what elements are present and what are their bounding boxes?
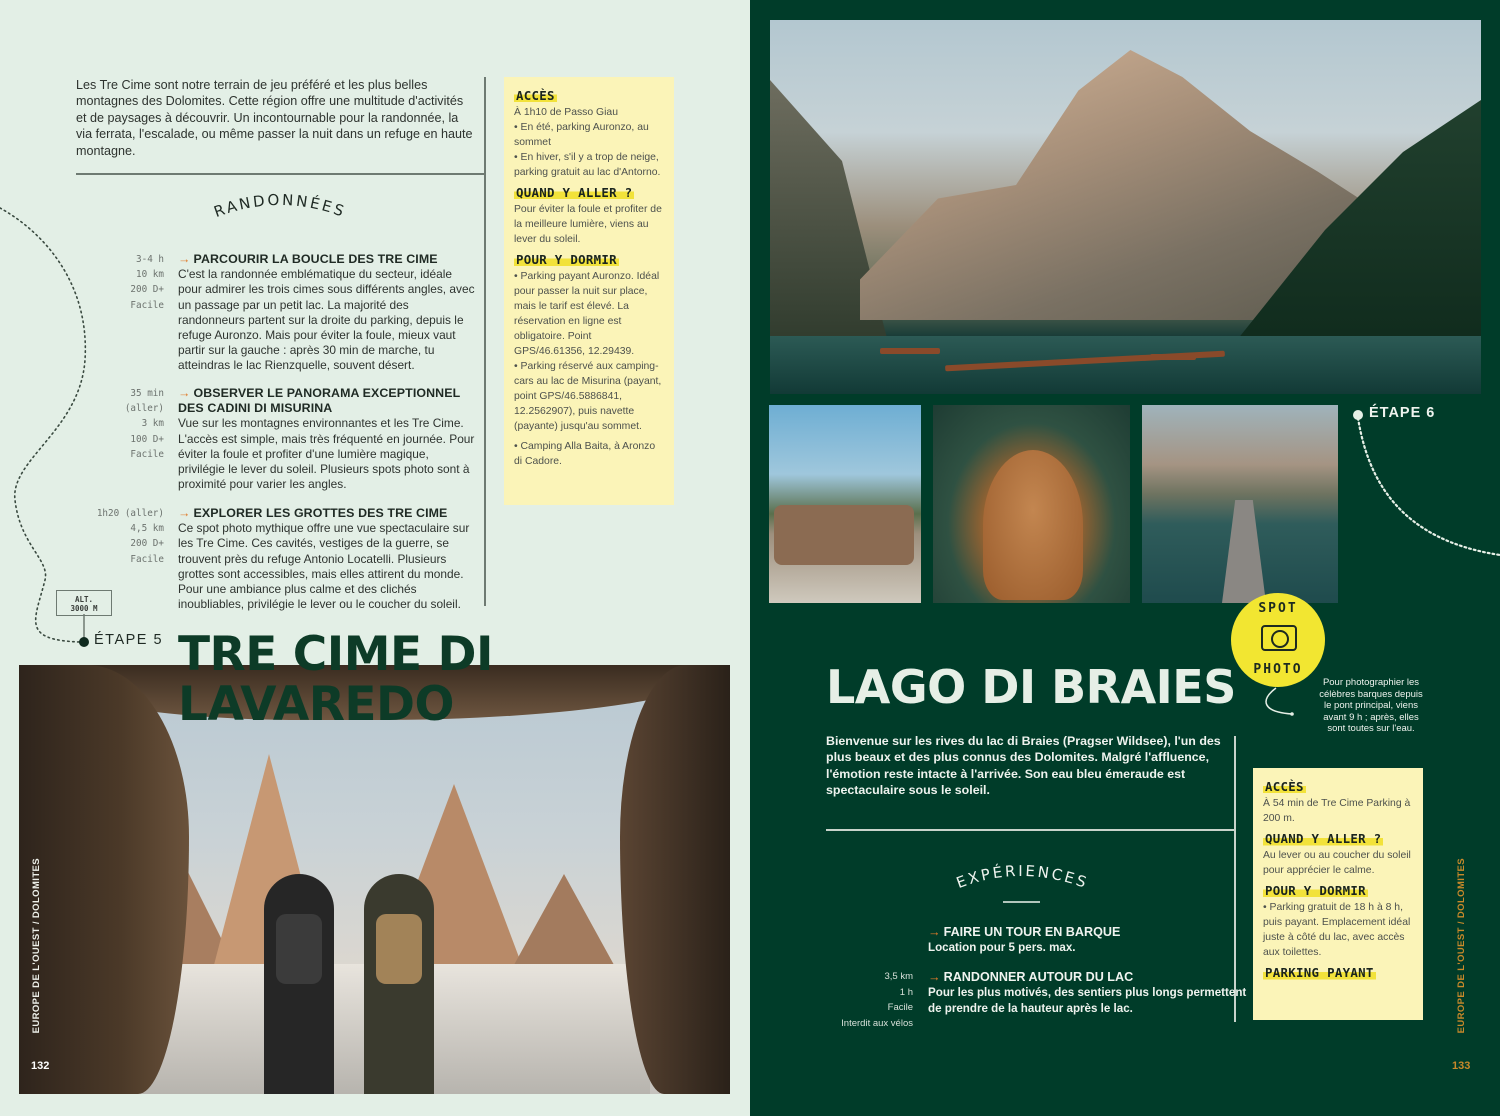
hike-difficulty: Facile bbox=[130, 448, 164, 460]
experience-meta bbox=[830, 969, 913, 1031]
spot-photo-badge bbox=[1231, 593, 1325, 687]
intro-paragraph: Les Tre Cime sont notre terrain de jeu préféré et les plus belles montagnes des Dolomites. Cette région offre une multitude d'activités et de paysages à découvrir. Un incontournable pour la randonnée, la via ferrata, l'escalade, ou même passer la nuit dans un refuge en haute montagne. bbox=[76, 78, 473, 158]
info-box bbox=[1253, 768, 1423, 1020]
info-dormir-text: • Parking gratuit de 18 h à 8 h, puis payant. Emplacement idéal juste à côté du lac, avec accès aux toilettes. bbox=[1263, 902, 1411, 958]
hike-title: EXPLORER LES GROTTES DES TRE CIME bbox=[193, 506, 448, 520]
hike-meta bbox=[88, 386, 164, 462]
hike-duration: 3-4 h bbox=[136, 254, 164, 265]
experience-description: Location pour 5 pers. max. bbox=[928, 941, 1076, 954]
intro-paragraph: Bienvenue sur les rives du lac di Braies (Pragser Wildsee), l'un des plus beaux et des plus connus des Dolomites. Malgré l'affluence, l'émotion reste intacte à l'arrivée. Son eau bleu émeraude est spectaculaire sous le soleil. bbox=[826, 734, 1221, 797]
experience-description: Pour les plus motivés, des sentiers plus longs permettent de prendre de la hauteur après le lac. bbox=[928, 986, 1247, 1015]
altitude-line: ALT. bbox=[74, 595, 94, 604]
hike-elevation: 200 D+ bbox=[130, 538, 164, 550]
photo-campervan bbox=[769, 405, 921, 603]
page-number: 132 bbox=[31, 1060, 50, 1072]
arrow-right-icon: → bbox=[928, 925, 941, 939]
badge-text: SPOT bbox=[1258, 601, 1298, 616]
altitude-label bbox=[56, 590, 112, 616]
hike-difficulty: Facile bbox=[130, 299, 164, 311]
info-heading-acces: ACCÈS bbox=[516, 88, 555, 103]
info-box bbox=[504, 77, 674, 505]
experience-difficulty: Facile bbox=[887, 1002, 913, 1013]
info-acces-text: À 54 min de Tre Cime Parking à 200 m. bbox=[1263, 798, 1411, 824]
hike-title: OBSERVER LE PANORAMA EXCEPTIONNEL DES CADINI DI MISURINA bbox=[178, 386, 461, 416]
altitude-value: 3000 M bbox=[70, 604, 98, 613]
info-line: • Camping Alla Baita, à Aronzo di Cadore. bbox=[514, 441, 656, 467]
info-line: • Parking payant Auronzo. Idéal pour passer la nuit sur place, mais le tarif est élevé. La réservation en ligne est obligatoire. Point GPS/46.61356, 12.29439. bbox=[514, 271, 660, 357]
badge-text: PHOTO bbox=[1253, 662, 1303, 677]
info-line: • En hiver, s'il y a trop de neige, parking gratuit au lac d'Antorno. bbox=[514, 152, 661, 178]
hike-distance: 3 km bbox=[141, 418, 164, 430]
hike-distance: 10 km bbox=[136, 269, 164, 281]
hiker-figure bbox=[264, 874, 334, 1094]
info-heading-acces: ACCÈS bbox=[1265, 779, 1304, 794]
experience-distance: 3,5 km bbox=[884, 971, 913, 982]
info-heading-dormir: POUR Y DORMIR bbox=[516, 252, 617, 267]
info-acces-text bbox=[514, 105, 664, 180]
info-quand-text: Pour éviter la foule et profiter de la meilleure lumière, viens au lever du soleil. bbox=[514, 204, 662, 245]
hike-difficulty: Facile bbox=[130, 553, 164, 565]
info-heading-quand: QUAND Y ALLER ? bbox=[516, 185, 633, 200]
divider bbox=[826, 829, 1236, 831]
experience-title: FAIRE UN TOUR EN BARQUE bbox=[943, 925, 1121, 939]
arrow-right-icon: → bbox=[178, 506, 191, 520]
arrow-right-icon: → bbox=[178, 252, 191, 266]
hike-title: PARCOURIR LA BOUCLE DES TRE CIME bbox=[193, 252, 438, 266]
hiker-figure bbox=[364, 874, 434, 1094]
page-number: 133 bbox=[1452, 1060, 1471, 1072]
info-heading-parking: PARKING PAYANT bbox=[1265, 965, 1374, 980]
page-right bbox=[750, 0, 1500, 1116]
hike-description: Ce spot photo mythique offre une vue spectaculaire sur les Tre Cime. Ces cavités, vestiges de la guerre, se trouvent près du refuge Antonio Locatelli. Plusieurs grottes sont accessibles, mais elles attirent du monde. Pour une ambiance plus calme et des clichés inoubliables, privilégie le lever ou le coucher du soleil. bbox=[178, 521, 470, 612]
hike-duration: 35 min (aller) bbox=[124, 388, 164, 415]
camera-icon bbox=[1261, 625, 1297, 651]
divider bbox=[76, 173, 486, 175]
hike-meta bbox=[96, 252, 164, 313]
etape-label: ÉTAPE 5 bbox=[94, 632, 164, 648]
photo-boats-dock bbox=[1142, 405, 1338, 603]
svg-text:RANDONNÉES: RANDONNÉES bbox=[211, 190, 349, 221]
spine-label: EUROPE DE L'OUEST / DOLOMITES bbox=[31, 858, 42, 1034]
hike-description: Vue sur les montagnes environnantes et les Tre Cime. L'accès est simple, mais très fréquenté en journée. Pour éviter la foule et profiter d'une lumière magique, privilégie le lever du soleil. Plusieurs spots photo sont à proximité pour varier les angles. bbox=[178, 416, 475, 492]
photo-lago-di-braies bbox=[770, 20, 1481, 394]
page-title bbox=[178, 627, 493, 732]
info-heading-dormir: POUR Y DORMIR bbox=[1265, 883, 1366, 898]
info-heading-quand: QUAND Y ALLER ? bbox=[1265, 831, 1382, 846]
hike-distance: 4,5 km bbox=[130, 523, 164, 535]
hike-elevation: 100 D+ bbox=[130, 433, 164, 445]
experience-duration: 1 h bbox=[899, 986, 913, 998]
spine-label: EUROPE DE L'OUEST / DOLOMITES bbox=[1456, 858, 1467, 1034]
info-line: • En été, parking Auronzo, au sommet bbox=[514, 122, 649, 148]
title-line: LAVAREDO bbox=[178, 677, 454, 732]
etape-label: ÉTAPE 6 bbox=[1369, 405, 1436, 421]
svg-text:EXPÉRIENCES: EXPÉRIENCES bbox=[953, 861, 1091, 893]
photo-cow bbox=[933, 405, 1130, 603]
hike-duration: 1h20 (aller) bbox=[96, 508, 164, 519]
spot-photo-note: Pour photographier les célèbres barques depuis le pont principal, viens avant 9 h ; après, elles sont toutes sur l'eau. bbox=[1319, 677, 1423, 734]
hike-description: C'est la randonnée emblématique du secteur, idéale pour admirer les trois cimes sous différents angles, avec un passage par un petit lac. La majorité des randonneurs partent sur la droite du parking, depuis le refuge Auronzo. Mais pour éviter la foule, mieux vaut partir sur la gauche : après 30 min de marche, tu atteindras le lac Rienzquelle, souvent désert. bbox=[178, 267, 475, 373]
page-title: LAGO DI BRAIES bbox=[826, 660, 1236, 714]
info-line: À 1h10 de Passo Giau bbox=[514, 107, 618, 118]
info-line: • Parking réservé aux camping-cars au lac de Misurina (payant, point GPS/46.5886841, 12.2562907), puis navette (payante) jusqu'au sommet. bbox=[514, 361, 662, 432]
hike-elevation: 200 D+ bbox=[130, 284, 164, 296]
arrow-right-icon: → bbox=[178, 386, 191, 400]
info-dormir-text bbox=[514, 269, 664, 469]
divider bbox=[484, 77, 486, 606]
experience-restriction: Interdit aux vélos bbox=[841, 1017, 913, 1029]
arrow-right-icon: → bbox=[928, 970, 941, 984]
hike-meta bbox=[96, 506, 164, 567]
info-quand-text: Au lever ou au coucher du soleil pour apprécier le calme. bbox=[1263, 850, 1411, 876]
title-line: TRE CIME DI bbox=[178, 627, 493, 682]
experience-title: RANDONNER AUTOUR DU LAC bbox=[943, 970, 1134, 984]
